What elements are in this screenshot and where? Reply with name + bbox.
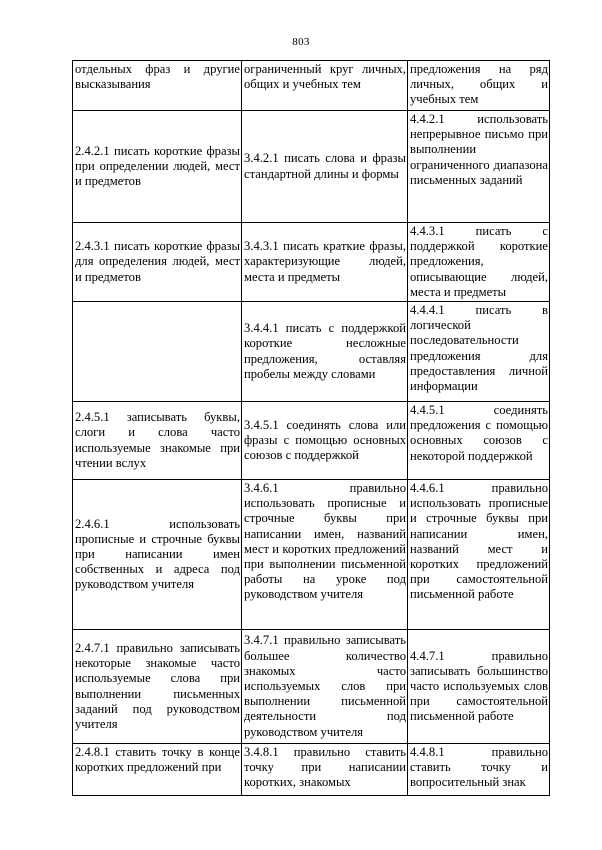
table-cell [242,223,408,302]
cell-text: 2.4.7.1 правильно записывать некоторые знакомые часто используемые слова при выполнении письменных заданий под руководством учителя [75,640,240,731]
table-cell [242,302,408,402]
table-cell [408,402,550,480]
table-cell [73,480,242,630]
table-row [73,630,550,744]
cell-text: 2.4.5.1 записывать буквы, слоги и слова часто используемые знакомые при чтении вслух [75,410,240,470]
cell-text: 4.4.5.1 соединять предложения с помощью основных союзов с некоторой поддержкой [410,403,548,463]
table-cell [73,111,242,223]
table-cell [73,744,242,796]
cell-text: 3.4.6.1 правильно использовать прописные и строчные буквы при написании имен, названий мест и коротких предложений при выполнении письменной работы на уроке под руководством учителя [244,481,406,602]
table-cell [73,302,242,402]
table-row [73,744,550,796]
cell-text: ограниченный круг личных, общих и учебных тем [244,62,406,92]
cell-text: 4.4.2.1 использовать непрерывное письмо при выполнении ограниченного диапазона письменных заданий [410,112,548,187]
cell-text: 3.4.5.1 соединять слова или фразы с помощью основных союзов с поддержкой [244,417,406,463]
table-row [73,61,550,111]
table-cell [242,480,408,630]
table-row [73,480,550,630]
table-cell [73,61,242,111]
table-cell [242,61,408,111]
cell-text: 3.4.4.1 писать с поддержкой короткие несложные предложения, оставляя пробелы между словами [244,321,406,381]
cell-text: 3.4.7.1 правильно записывать большее количество знакомых часто используемых слов при выполнении письменной деятельности под руководством учителя [244,633,406,739]
table-cell [242,630,408,744]
table-cell [73,223,242,302]
page-number: 803 [292,36,310,48]
cell-text: 2.4.3.1 писать короткие фразы для определения людей, мест и предметов [75,239,240,284]
curriculum-table [72,60,550,796]
table-body [73,61,550,796]
cell-text: 2.4.8.1 ставить точку в конце коротких предложений при [75,745,240,775]
table-row [73,302,550,402]
table-cell [73,630,242,744]
cell-text: 2.4.6.1 использовать прописные и строчные буквы при написании имен собственных и адреса под руководством учителя [75,516,240,592]
table-cell [242,402,408,480]
cell-text: 4.4.7.1 правильно записывать большинство часто используемых слов при самостоятельной письменной работе [410,648,548,724]
cell-text: 2.4.2.1 писать короткие фразы при определении людей, мест и предметов [75,143,240,189]
cell-text: 4.4.6.1 правильно использовать прописные и строчные буквы при написании имен, названий мест и коротких предложений при самостоятельной письменной работе [410,481,548,602]
table-cell [408,302,550,402]
table-cell [408,744,550,796]
table-cell [408,111,550,223]
cell-text: 3.4.2.1 писать слова и фразы стандартной длины и формы [244,151,406,181]
table-cell [408,61,550,111]
cell-text: 4.4.4.1 писать в логической последовательности предложения для предоставления личной информации [410,303,548,394]
table-cell [408,630,550,744]
cell-text: 3.4.8.1 правильно ставить точку при написании коротких, знакомых [244,745,406,790]
table-cell [408,223,550,302]
cell-text: предложения на ряд личных, общих и учебных тем [410,62,548,107]
table-cell [242,744,408,796]
table-cell [408,480,550,630]
table-row [73,223,550,302]
cell-text: 4.4.8.1 правильно ставить точку и вопросительный знак [410,745,548,790]
table-cell [73,402,242,480]
table-row [73,402,550,480]
table-row [73,111,550,223]
table-cell [242,111,408,223]
cell-text: 4.4.3.1 писать с поддержкой короткие предложения, описывающие людей, места и предметы [410,224,548,299]
cell-text: 3.4.3.1 писать краткие фразы, характеризующие людей, места и предметы [244,239,406,284]
cell-text: отдельных фраз и другие высказывания [75,62,240,92]
